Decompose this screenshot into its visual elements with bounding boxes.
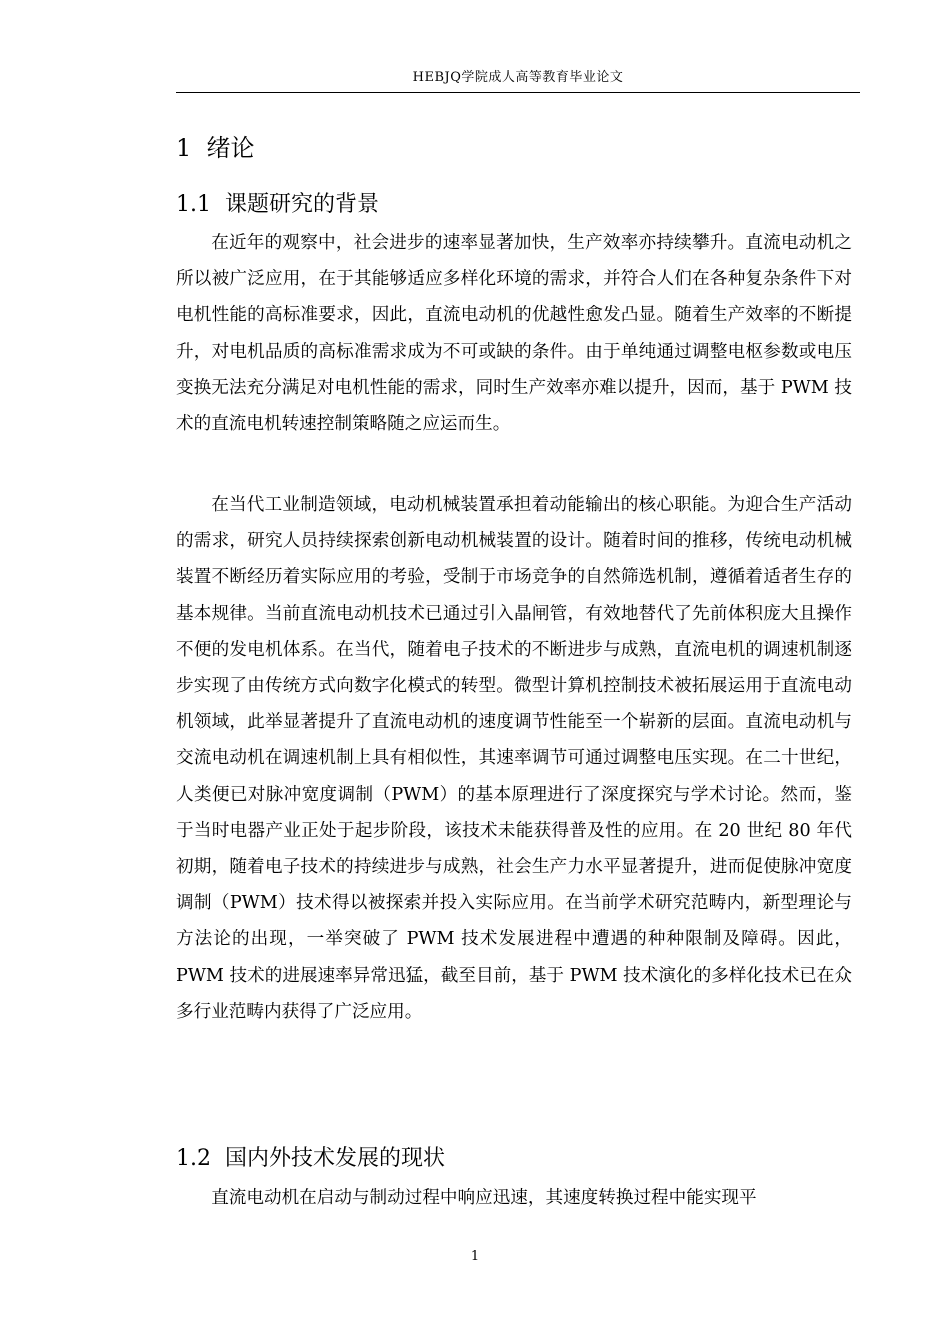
paragraph: 直流电动机在启动与制动过程中响应迅速，其速度转换过程中能实现平 bbox=[211, 1188, 757, 1208]
section-title-1-1: 1.1 课题研究的背景 bbox=[176, 192, 379, 217]
section-title-1-2: 1.2 国内外技术发展的现状 bbox=[176, 1146, 445, 1171]
page-number: 1 bbox=[470, 1249, 480, 1264]
paragraph: 在近年的观察中，社会进步的速率显著加快，生产效率亦持续攀升。直流电动机之所以被广泛应用，在于其能够适应多样化环境的需求，并符合人们在各种复杂条件下对电机性能的高标准要求，因此，直流电动机的优越性愈发凸显。随着生产效率的不断提升，对电机品质的高标准需求成为不可或缺的条件。由于单纯通过调整电枢参数或电压变换无法充分满足对电机性能的需求，同时生产效率亦难以提升，因而，基于 PWM 技术的直流电机转速控制策略随之应运而生。 bbox=[176, 233, 852, 435]
paragraph: 在当代工业制造领域，电动机械装置承担着动能输出的核心职能。为迎合生产活动的需求，研究人员持续探索创新电动机械装置的设计。随着时间的推移，传统电动机械装置不断经历着实际应用的考验，受制于市场竞争的自然筛选机制，遵循着适者生存的基本规律。当前直流电动机技术已通过引入晶闸管，有效地替代了先前体积庞大且操作不便的发电机体系。在当代，随着电子技术的不断进步与成熟，直流电机的调速机制逐步实现了由传统方式向数字化模式的转型。微型计算机控制技术被拓展运用于直流电动机领域，此举显著提升了直流电动机的速度调节性能至一个崭新的层面。直流电动机与交流电动机在调速机制上具有相似性，其速率调节可通过调整电压实现。在二十世纪，人类便已对脉冲宽度调制（PWM）的基本原理进行了深度探究与学术讨论。然而，鉴于当时电器产业正处于起步阶段，该技术未能获得普及性的应用。在 20 世纪 80 年代初期，随着电子技术的持续进步与成熟，社会生产力水平显著提升，进而促使脉冲宽度调制（PWM）技术得以被探索并投入实际应用。在当前学术研究范畴内，新型理论与方法论的出现，一举突破了 PWM 技术发展进程中遭遇的种种限制及障碍。因此，PWM 技术的进展速率异常迅猛，截至目前，基于 PWM 技术演化的多样化技术已在众多行业范畴内获得了广泛应用。 bbox=[176, 495, 852, 1022]
header-divider bbox=[176, 92, 860, 93]
chapter-title: 1 绪论 bbox=[176, 134, 255, 162]
running-header: HEBJQ学院成人高等教育毕业论文 bbox=[412, 70, 624, 85]
